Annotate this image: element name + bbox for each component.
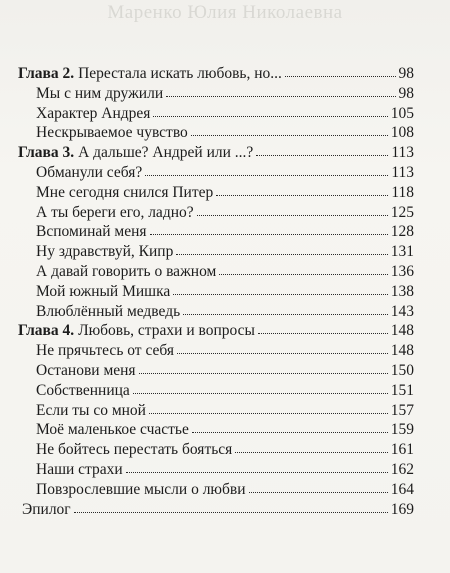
chapter-number: Глава 3. xyxy=(18,144,75,162)
toc-page-number: 138 xyxy=(390,282,414,300)
chapter-number: Глава 2. xyxy=(18,65,75,82)
dot-leader xyxy=(191,125,388,137)
toc-page-number: 157 xyxy=(390,401,414,419)
toc-page-number: 108 xyxy=(390,124,414,142)
toc-chapter-row xyxy=(18,321,414,341)
toc-entry-label xyxy=(36,341,174,361)
dot-leader xyxy=(173,284,387,296)
toc-page-number: 159 xyxy=(390,421,414,439)
toc-entry-title: Вспоминай меня xyxy=(36,223,147,241)
toc-entry-title: Собственница xyxy=(36,381,130,399)
toc-entry-title: А давай говорить о важном xyxy=(36,262,217,280)
toc-entry-title: Характер Андрея xyxy=(36,104,151,122)
toc-entry-row xyxy=(18,222,414,242)
toc-entry-title: Ну здравствуй, Кипр xyxy=(36,243,174,261)
toc-entry-label xyxy=(36,401,146,421)
toc-entry-row xyxy=(18,203,414,223)
toc-entry-label xyxy=(36,123,188,143)
dot-leader xyxy=(149,403,388,415)
toc-chapter-row xyxy=(18,64,414,84)
toc-entry-title: Моё маленькое счастье xyxy=(36,421,189,439)
toc-entry-label xyxy=(36,242,173,262)
dot-leader xyxy=(192,422,388,434)
toc-page-number: 105 xyxy=(390,104,414,122)
toc-chapter-row xyxy=(18,143,414,163)
dot-leader xyxy=(285,66,396,78)
toc-page-number: 148 xyxy=(390,322,414,340)
toc-entry-title: Мой южный Мишка xyxy=(36,282,171,300)
toc-entry-title: Если ты со мной xyxy=(36,401,146,419)
toc-entry-label xyxy=(36,420,189,440)
toc-entry-row xyxy=(18,123,414,143)
toc-entry-label xyxy=(36,183,213,203)
toc-entry-row xyxy=(18,420,414,440)
toc-entry-title: Повзрослевшие мысли о любви xyxy=(36,480,246,498)
toc-entry-title: Мне сегодня снился Питер xyxy=(36,183,214,201)
toc-entry-label xyxy=(36,104,150,124)
dot-leader xyxy=(177,343,388,355)
toc-entry-row xyxy=(18,302,414,322)
toc-entry-row xyxy=(18,183,414,203)
toc-entry-label xyxy=(18,64,282,84)
dot-leader xyxy=(249,482,388,494)
toc-page-number: 131 xyxy=(390,243,414,261)
dot-leader xyxy=(74,502,388,514)
toc-entry-title: Влюблённый медведь xyxy=(36,302,181,320)
toc-entry-title: А ты береги его, ладно? xyxy=(36,203,194,221)
toc-page-number: 128 xyxy=(390,223,414,241)
toc-entry-label xyxy=(36,361,136,381)
toc-entry-row xyxy=(18,262,414,282)
chapter-number: Глава 4. xyxy=(18,322,75,340)
toc-entry-title: Мы с ним дружили xyxy=(36,84,164,102)
toc-entry-row xyxy=(18,440,414,460)
toc-entry-row xyxy=(18,341,414,361)
toc-entry-row xyxy=(18,460,414,480)
toc-entry-row xyxy=(18,163,414,183)
dot-leader xyxy=(153,106,387,118)
toc-page-number: 98 xyxy=(398,65,414,82)
toc-page-number: 118 xyxy=(391,183,414,201)
toc-entry-title: Нескрываемое чувство xyxy=(36,124,188,142)
dot-leader xyxy=(133,383,388,395)
toc-entry-row xyxy=(18,401,414,421)
toc-entry-title: Любовь, страхи и вопросы xyxy=(78,322,255,340)
toc-page-number: 161 xyxy=(390,441,414,459)
toc-page-number: 164 xyxy=(390,480,414,498)
dot-leader xyxy=(258,323,388,335)
toc-page-number: 162 xyxy=(390,460,414,478)
dot-leader xyxy=(150,224,388,236)
toc-entry-row xyxy=(18,84,414,104)
toc-entry-title: Не бойтесь перестать бояться xyxy=(36,441,233,459)
toc-epilogue-row xyxy=(18,500,414,520)
toc-page-number: 113 xyxy=(391,144,414,162)
toc-page-number: 148 xyxy=(390,342,414,360)
dot-leader xyxy=(183,304,388,316)
toc-entry-title: Эпилог xyxy=(22,500,71,518)
toc-entry-label xyxy=(36,480,246,500)
toc-page-number: 125 xyxy=(390,203,414,221)
toc-entry-label xyxy=(18,321,255,341)
toc-entry-label xyxy=(18,143,253,163)
dot-leader xyxy=(216,185,388,197)
dot-leader xyxy=(256,145,388,157)
toc-page-number: 143 xyxy=(390,302,414,320)
running-header: Маренко Юлия Николаевна xyxy=(107,2,343,23)
toc-entry-row xyxy=(18,104,414,124)
toc-entry-label xyxy=(36,282,170,302)
toc-page-number: 150 xyxy=(390,361,414,379)
toc-entry-title: А дальше? Андрей или ...? xyxy=(78,144,254,162)
table-of-contents xyxy=(18,64,414,519)
toc-entry-row xyxy=(18,282,414,302)
toc-page-number: 169 xyxy=(390,500,414,518)
dot-leader xyxy=(176,244,387,256)
dot-leader xyxy=(235,442,387,454)
toc-entry-row xyxy=(18,480,414,500)
toc-page-number: 113 xyxy=(391,163,414,181)
dot-leader xyxy=(166,86,395,98)
toc-entry-row xyxy=(18,361,414,381)
dot-leader xyxy=(219,264,387,276)
dot-leader xyxy=(197,205,388,217)
toc-entry-label xyxy=(36,84,163,104)
toc-entry-title: Наши страхи xyxy=(36,460,123,478)
dot-leader xyxy=(139,363,388,375)
toc-page-number: 98 xyxy=(398,84,414,102)
toc-entry-label xyxy=(36,203,194,223)
toc-entry-label xyxy=(36,440,232,460)
dot-leader xyxy=(145,165,388,177)
toc-entry-label xyxy=(36,381,130,401)
toc-entry-label xyxy=(36,163,142,183)
toc-entry-title: Останови меня xyxy=(36,361,136,379)
toc-page-number: 136 xyxy=(390,262,414,280)
toc-entry-label xyxy=(36,460,123,480)
toc-entry-label xyxy=(22,500,71,520)
dot-leader xyxy=(126,462,388,474)
toc-entry-label xyxy=(36,302,180,322)
toc-entry-row xyxy=(18,381,414,401)
toc-entry-label xyxy=(36,262,216,282)
toc-entry-title: Обманули себя? xyxy=(36,163,143,181)
toc-entry-title: Перестала искать любовь, но... xyxy=(78,65,282,82)
toc-entry-row xyxy=(18,242,414,262)
toc-entry-label xyxy=(36,222,147,242)
toc-page-number: 151 xyxy=(390,381,414,399)
toc-entry-title: Не прячьтесь от себя xyxy=(36,342,175,360)
